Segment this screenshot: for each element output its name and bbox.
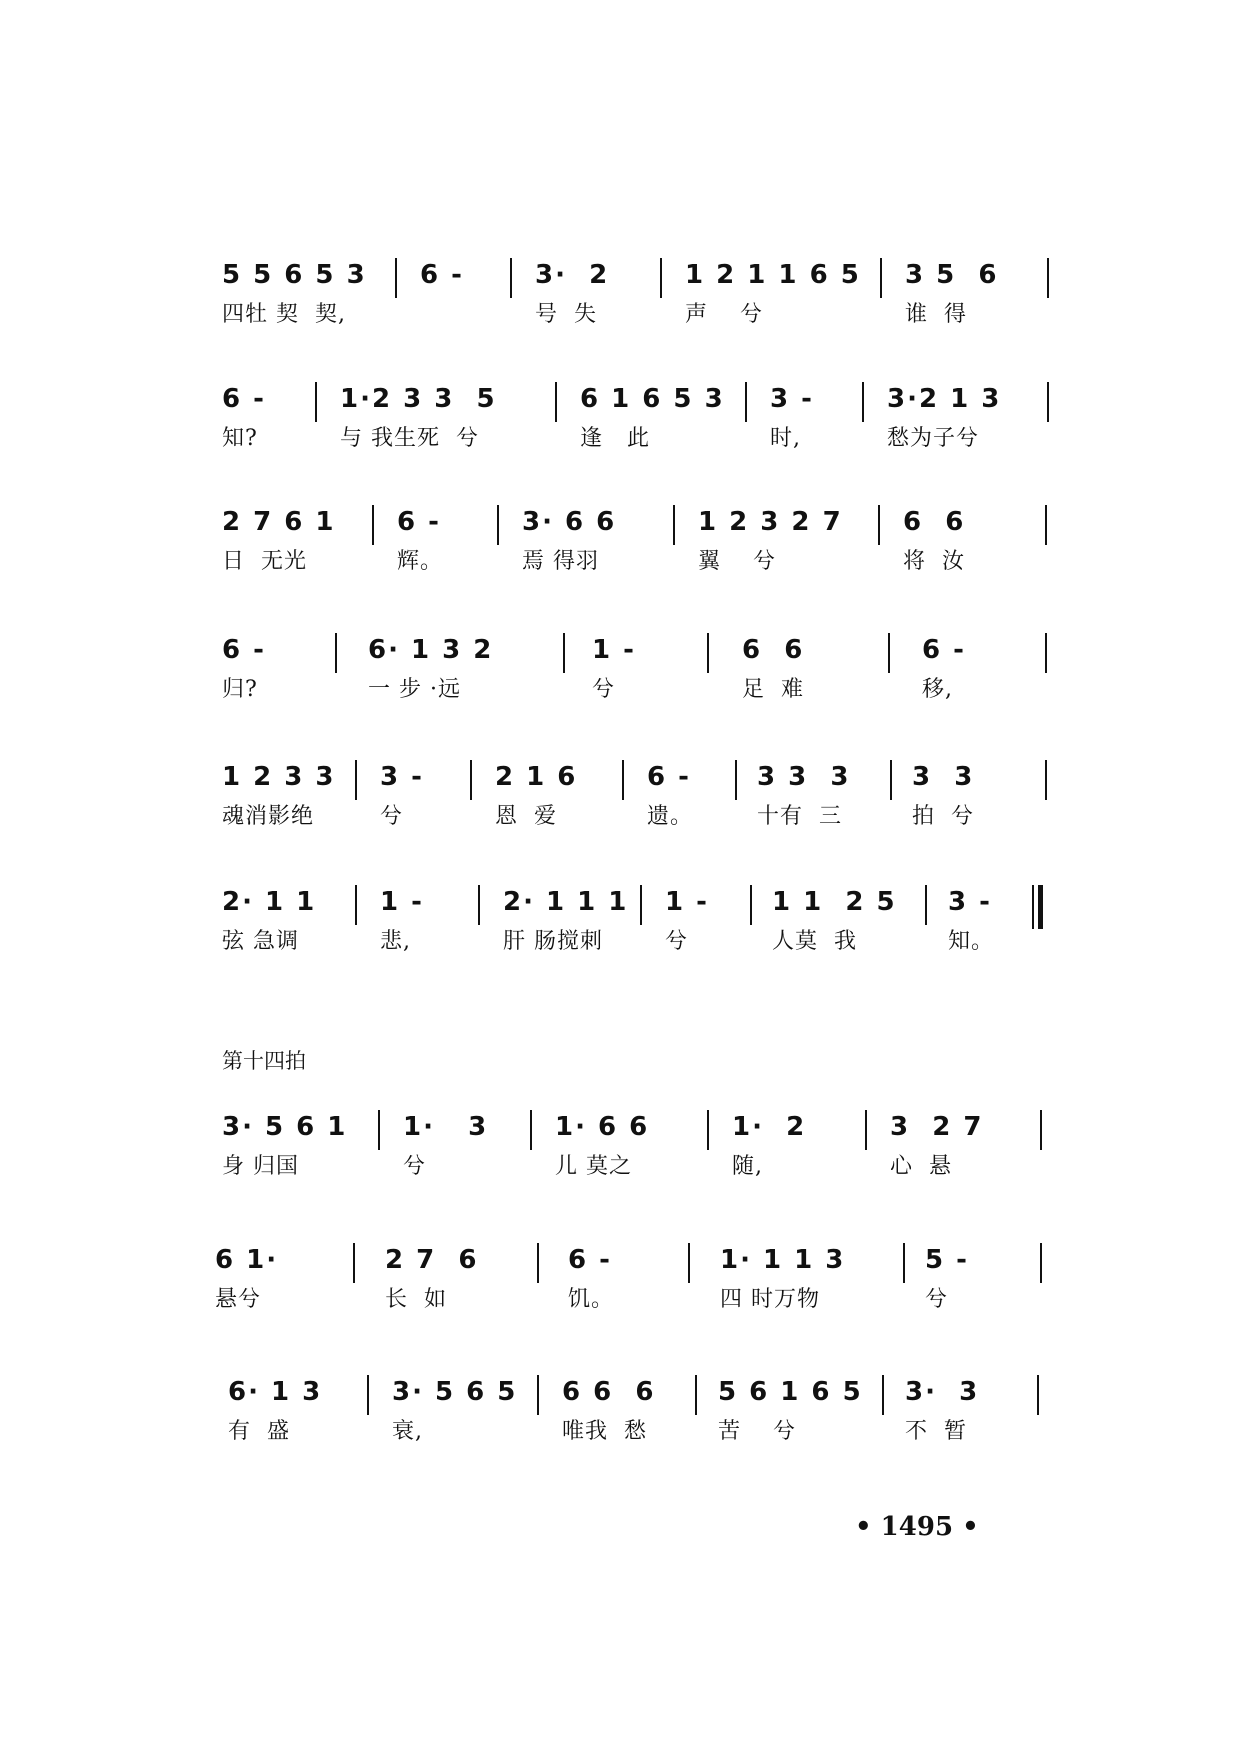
notes: 1 2 1 1 6 5 — [685, 260, 861, 290]
barline — [622, 760, 624, 800]
lyrics: 四 时万物 — [720, 1287, 820, 1312]
lyrics: 饥。 — [568, 1287, 615, 1312]
lyrics: 魂消影绝 — [222, 804, 315, 829]
lyrics: 衰, — [392, 1419, 423, 1444]
lyrics: 逢 此 — [580, 426, 650, 451]
notes: 6 - — [222, 384, 266, 414]
score-line-6 — [0, 885, 1241, 975]
notes: 3 - — [380, 762, 424, 792]
notes: 6 6 — [903, 507, 966, 537]
notes: 6 - — [922, 635, 966, 665]
lyrics: 归? — [222, 677, 258, 702]
lyrics: 人莫 我 — [772, 929, 857, 954]
barline — [367, 1375, 369, 1415]
lyrics: 知? — [222, 426, 258, 451]
notes: 3· 2 — [535, 260, 610, 290]
notes: 6 - — [647, 762, 691, 792]
notes: 3· 5 6 1 — [222, 1112, 348, 1142]
notes: 2· 1 1 — [222, 887, 317, 917]
lyrics: 长 如 — [385, 1287, 447, 1312]
barline — [1040, 1243, 1042, 1283]
lyrics: 随, — [732, 1154, 763, 1179]
barline — [888, 633, 890, 673]
notes: 6 6 6 — [562, 1377, 656, 1407]
notes: 5 5 6 5 3 — [222, 260, 367, 290]
lyrics: 声 兮 — [685, 302, 763, 327]
notes: 3· 5 6 5 — [392, 1377, 518, 1407]
lyrics: 翼 兮 — [698, 549, 776, 574]
lyrics: 移, — [922, 677, 953, 702]
barline — [555, 382, 557, 422]
notes: 2 7 6 — [385, 1245, 479, 1275]
barline — [880, 258, 882, 298]
score-line-3 — [0, 505, 1241, 595]
barline — [1045, 633, 1047, 673]
notes: 6 1 6 5 3 — [580, 384, 725, 414]
notes: 1· 1 1 3 — [720, 1245, 846, 1275]
notes: 6 1· — [215, 1245, 279, 1275]
barline — [470, 760, 472, 800]
barline — [735, 760, 737, 800]
notes: 6 - — [222, 635, 266, 665]
barline — [707, 633, 709, 673]
lyrics: 将 汝 — [903, 549, 965, 574]
notes: 3 2 7 — [890, 1112, 984, 1142]
notes: 1·2 3 3 5 — [340, 384, 497, 414]
lyrics: 时, — [770, 426, 801, 451]
barline — [882, 1375, 884, 1415]
notes: 6 - — [397, 507, 441, 537]
barline — [745, 382, 747, 422]
barline — [510, 258, 512, 298]
lyrics: 不 暂 — [905, 1419, 967, 1444]
lyrics: 恩 爱 — [495, 804, 557, 829]
lyrics: 肝 肠搅刺 — [503, 929, 603, 954]
notes: 6· 1 3 2 — [368, 635, 494, 665]
lyrics: 弦 急调 — [222, 929, 299, 954]
lyrics: 兮 — [380, 804, 404, 829]
score-line-2 — [0, 382, 1241, 472]
lyrics: 知。 — [948, 929, 995, 954]
barline — [497, 505, 499, 545]
lyrics: 兮 — [925, 1287, 949, 1312]
notes: 5 - — [925, 1245, 969, 1275]
barline — [878, 505, 880, 545]
barline — [1045, 505, 1047, 545]
barline — [750, 885, 752, 925]
barline — [660, 258, 662, 298]
lyrics: 足 难 — [742, 677, 804, 702]
page-number: • 1495 • — [855, 1512, 979, 1542]
barline — [563, 633, 565, 673]
lyrics: 一 步 ·远 — [368, 677, 461, 702]
barline — [890, 760, 892, 800]
notes: 2 7 6 1 — [222, 507, 336, 537]
lyrics: 日 无光 — [222, 549, 307, 574]
barline — [315, 382, 317, 422]
notes: 3 3 3 — [757, 762, 851, 792]
lyrics: 辉。 — [397, 549, 444, 574]
lyrics: 与 我生死 兮 — [340, 426, 479, 451]
lyrics: 拍 兮 — [912, 804, 974, 829]
notes: 5 6 1 6 5 — [718, 1377, 863, 1407]
notes: 1· 2 — [732, 1112, 807, 1142]
notes: 1 1 2 5 — [772, 887, 897, 917]
barline — [903, 1243, 905, 1283]
barline — [353, 1243, 355, 1283]
notes: 1 - — [665, 887, 709, 917]
score-line-1 — [0, 258, 1241, 348]
barline — [862, 382, 864, 422]
lyrics: 心 悬 — [890, 1154, 952, 1179]
final-barline — [1032, 885, 1044, 929]
notes: 3· 6 6 — [522, 507, 617, 537]
lyrics: 号 失 — [535, 302, 597, 327]
barline — [355, 760, 357, 800]
barline — [537, 1243, 539, 1283]
lyrics: 十有 三 — [757, 804, 842, 829]
lyrics: 悬兮 — [215, 1287, 262, 1312]
barline — [537, 1375, 539, 1415]
barline — [1040, 1110, 1042, 1150]
lyrics: 愁为子兮 — [887, 426, 980, 451]
barline — [925, 885, 927, 925]
notes: 3 3 — [912, 762, 975, 792]
barline — [395, 258, 397, 298]
lyrics: 兮 — [592, 677, 616, 702]
barline — [355, 885, 357, 925]
barline — [688, 1243, 690, 1283]
barline — [707, 1110, 709, 1150]
barline — [372, 505, 374, 545]
barline — [865, 1110, 867, 1150]
notes: 6 - — [568, 1245, 612, 1275]
notes: 1· 3 — [403, 1112, 489, 1142]
lyrics: 焉 得羽 — [522, 549, 599, 574]
lyrics: 遗。 — [647, 804, 694, 829]
notes: 3 - — [948, 887, 992, 917]
barline — [1047, 382, 1049, 422]
score-line-5 — [0, 760, 1241, 850]
notes: 3 5 6 — [905, 260, 999, 290]
notes: 3·2 1 3 — [887, 384, 1002, 414]
notes: 1 - — [592, 635, 636, 665]
notes: 2· 1 1 1 — [503, 887, 629, 917]
notes: 1 2 3 3 — [222, 762, 336, 792]
notes: 6· 1 3 — [228, 1377, 323, 1407]
lyrics: 兮 — [403, 1154, 427, 1179]
notes: 2 1 6 — [495, 762, 578, 792]
notes: 3 - — [770, 384, 814, 414]
score-line-9 — [0, 1375, 1241, 1465]
lyrics: 四牡 契 契, — [222, 302, 346, 327]
section-title: 第十四拍 — [222, 1049, 306, 1073]
score-line-7 — [0, 1110, 1241, 1200]
barline — [478, 885, 480, 925]
barline — [530, 1110, 532, 1150]
barline — [640, 885, 642, 925]
lyrics: 谁 得 — [905, 302, 967, 327]
notes: 3· 3 — [905, 1377, 980, 1407]
lyrics: 唯我 愁 — [562, 1419, 647, 1444]
lyrics: 苦 兮 — [718, 1419, 796, 1444]
notes: 1· 6 6 — [555, 1112, 650, 1142]
barline — [335, 633, 337, 673]
barline — [1037, 1375, 1039, 1415]
lyrics: 兮 — [665, 929, 689, 954]
lyrics: 儿 莫之 — [555, 1154, 632, 1179]
lyrics: 悲, — [380, 929, 411, 954]
barline — [1045, 760, 1047, 800]
notes: 6 - — [420, 260, 464, 290]
barline — [1047, 258, 1049, 298]
lyrics: 身 归国 — [222, 1154, 299, 1179]
notes: 6 6 — [742, 635, 805, 665]
score-line-8 — [0, 1243, 1241, 1333]
barline — [673, 505, 675, 545]
notes: 1 2 3 2 7 — [698, 507, 843, 537]
barline — [695, 1375, 697, 1415]
notes: 1 - — [380, 887, 424, 917]
score-line-4 — [0, 633, 1241, 723]
lyrics: 有 盛 — [228, 1419, 290, 1444]
barline — [378, 1110, 380, 1150]
